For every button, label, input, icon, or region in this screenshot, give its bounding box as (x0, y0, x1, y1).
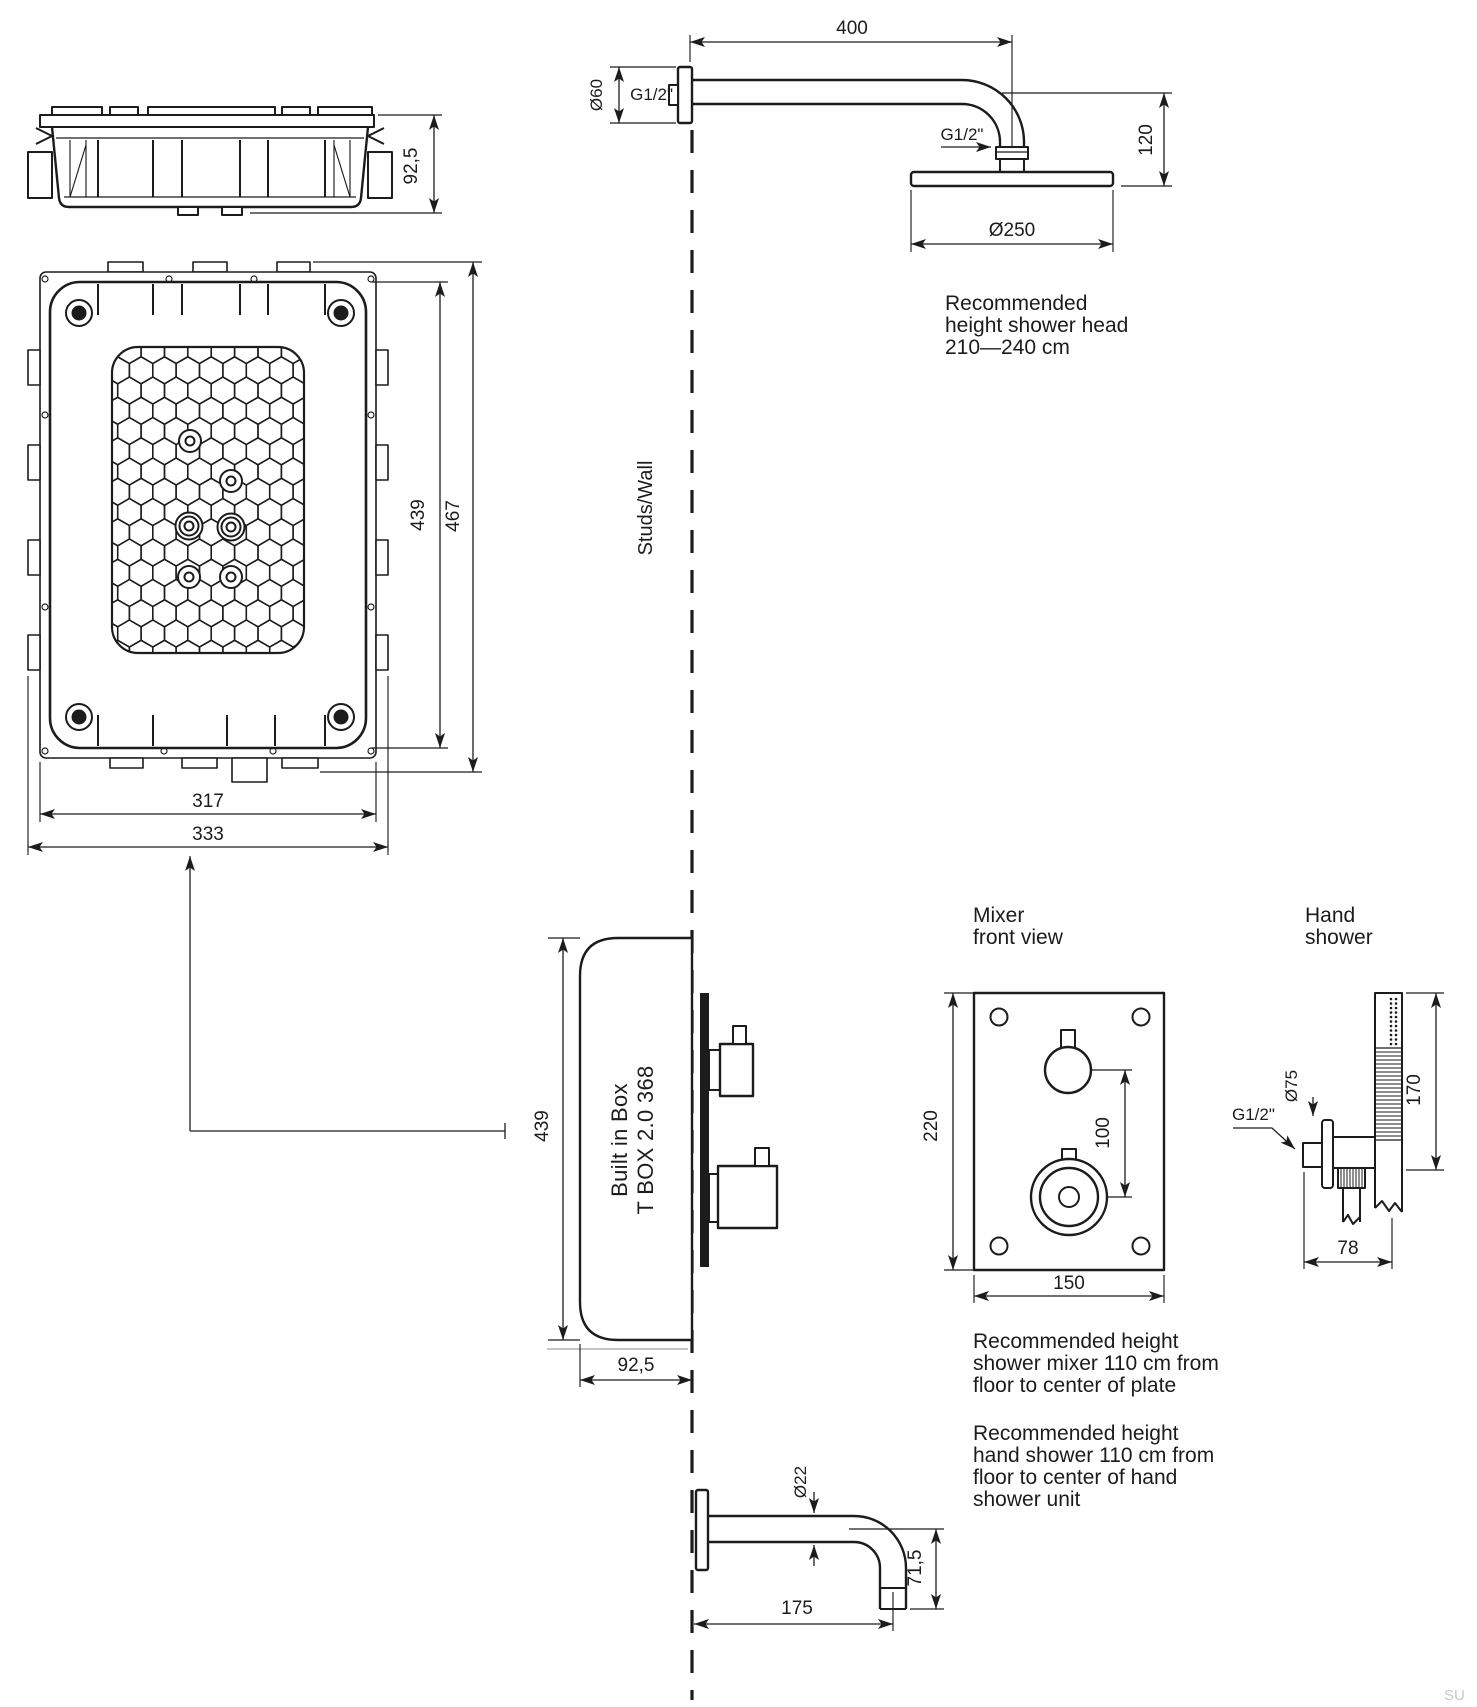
mixer-title-line2: front view (973, 926, 1063, 949)
built-in-box-height-dim: 439 (532, 1110, 553, 1142)
view-leader-arrow (190, 856, 505, 1139)
mixer-plate-width-dim: 150 (1053, 1273, 1085, 1294)
box-front-outer-height-dim: 467 (443, 500, 464, 532)
built-in-box-label-line2: T BOX 2.0 368 (633, 1065, 658, 1215)
spout-view (694, 1466, 944, 1631)
mixer-note-line1: Recommended height (973, 1330, 1179, 1353)
flange-diameter-dim: Ø60 (587, 78, 606, 112)
head-thread-label: G1/2" (940, 125, 984, 144)
mixer-plate-height-dim: 220 (921, 1110, 942, 1142)
bracket-diameter-dim: Ø75 (1282, 1069, 1301, 1103)
shower-head-note-line2: height shower head (945, 314, 1129, 337)
box-side-view (28, 107, 442, 215)
studs-wall-label: Studs/Wall (635, 460, 657, 556)
hand-shower-title-line2: shower (1305, 926, 1373, 949)
mixer-note-line3: floor to center of plate (973, 1374, 1177, 1397)
wand-length-dim: 170 (1404, 1074, 1425, 1106)
mixer-title-line1: Mixer (973, 904, 1025, 927)
built-in-box-side-view (532, 938, 777, 1387)
hand-shower-note-line1: Recommended height (973, 1422, 1179, 1445)
bracket-width-dim: 78 (1337, 1238, 1359, 1259)
box-front-view (28, 262, 482, 855)
spout-length-dim: 175 (781, 1598, 813, 1619)
built-in-box-depth-dim: 92,5 (617, 1355, 655, 1376)
spout-drop-dim: 71,5 (905, 1549, 926, 1587)
shower-head-assembly (587, 18, 1172, 359)
head-diameter-dim: Ø250 (988, 220, 1036, 241)
wall-line (635, 130, 692, 1700)
spout-diameter-dim: Ø22 (791, 1465, 810, 1499)
mixer-front-view (921, 904, 1219, 1511)
wall-thread-label: G1/2" (630, 85, 673, 104)
hand-shower-view (1232, 904, 1444, 1269)
shower-head-note-line1: Recommended (945, 292, 1088, 315)
hand-shower-note-line2: hand shower 110 cm from (973, 1444, 1215, 1467)
box-front-outer-width-dim: 333 (192, 824, 224, 845)
built-in-box-label-line1: Built in Box (607, 1083, 632, 1197)
hand-shower-note-line3: floor to center of hand (973, 1466, 1178, 1489)
watermark: SU (1444, 1687, 1465, 1704)
mixer-note-line2: shower mixer 110 cm from (973, 1352, 1219, 1375)
box-front-inner-width-dim: 317 (192, 791, 224, 812)
hand-shower-thread-label: G1/2" (1232, 1105, 1275, 1124)
box-front-inner-height-dim: 439 (408, 499, 429, 531)
shower-head-note-line3: 210—240 cm (945, 336, 1070, 359)
mixer-knob-spacing-dim: 100 (1093, 1117, 1114, 1149)
head-drop-dim: 120 (1136, 124, 1157, 156)
arm-length-dim: 400 (836, 18, 868, 39)
box-side-depth-dim: 92,5 (401, 147, 422, 185)
hand-shower-title-line1: Hand (1305, 904, 1356, 927)
hand-shower-note-line4: shower unit (973, 1488, 1081, 1511)
